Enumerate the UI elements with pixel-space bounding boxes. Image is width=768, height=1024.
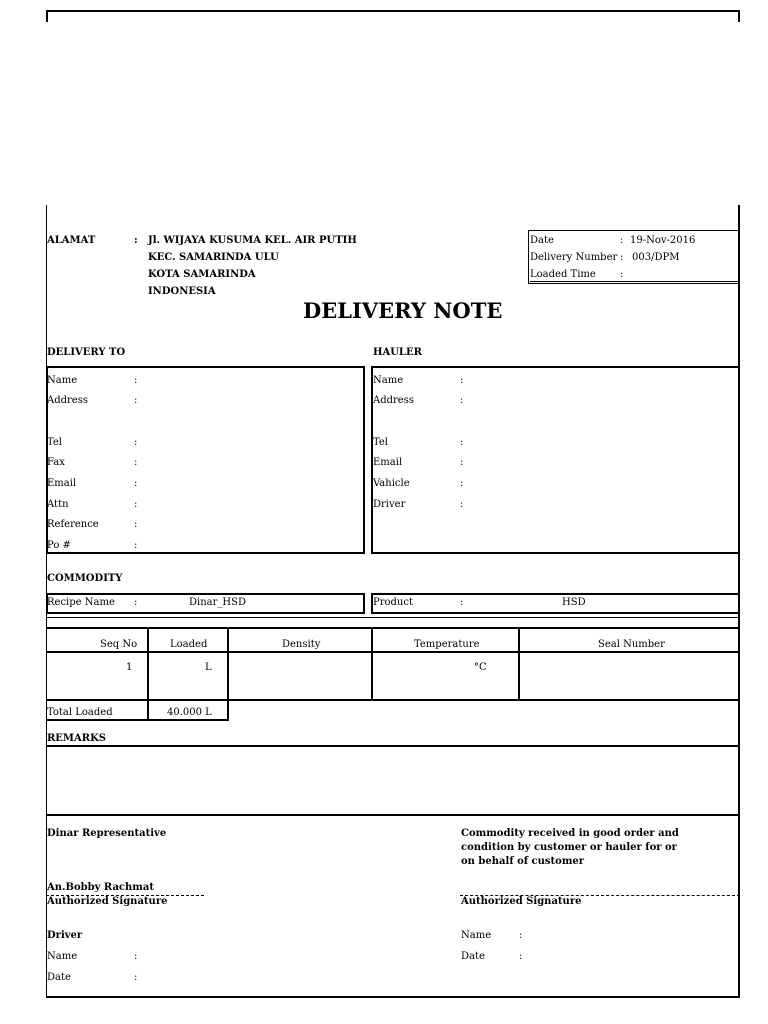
hauler-address-colon: : — [460, 395, 464, 406]
remarks-bottom-line — [46, 814, 740, 816]
table-header-seal: Seal Number — [598, 639, 665, 650]
delivery-number-colon: : — [620, 252, 624, 263]
delivery-name-label: Name — [47, 375, 78, 386]
delivery-fax-colon: : — [134, 457, 138, 468]
alamat-label: ALAMAT — [47, 235, 96, 246]
product-colon: : — [460, 597, 464, 608]
delivery-attn-colon: : — [134, 499, 138, 510]
table-col-4 — [518, 627, 520, 701]
dinar-representative-label: Dinar Representative — [47, 828, 167, 839]
delivery-number-value: 003/DPM — [632, 252, 680, 263]
delivery-po-label: Po # — [47, 540, 71, 551]
table-col-2 — [227, 627, 229, 720]
alamat-colon: : — [134, 235, 138, 246]
address-line-1: Jl. WIJAYA KUSUMA KEL. AIR PUTIH — [148, 235, 357, 246]
driver-name-label: Name — [47, 951, 78, 962]
hauler-name-label: Name — [373, 375, 404, 386]
table-header-seq: Seq No — [100, 639, 138, 650]
date-value: 19-Nov-2016 — [630, 235, 696, 246]
authorized-signature-right: Authorized Signature — [461, 896, 582, 907]
product-box — [371, 593, 740, 614]
delivery-name-colon: : — [134, 375, 138, 386]
table-header-bottom — [46, 651, 740, 653]
product-label: Product — [373, 597, 413, 608]
table-header-loaded: Loaded — [170, 639, 208, 650]
recipe-colon: : — [134, 597, 138, 608]
product-value: HSD — [562, 597, 586, 608]
delivery-tel-label: Tel — [47, 437, 63, 448]
table-cell-loaded-unit: L — [205, 662, 212, 673]
table-col-3 — [371, 627, 373, 701]
delivery-attn-label: Attn — [47, 499, 69, 510]
delivery-po-colon: : — [134, 540, 138, 551]
remarks-top-line — [46, 745, 740, 747]
top-left-tick — [46, 10, 48, 22]
hauler-name-colon: : — [460, 375, 464, 386]
delivery-fax-label: Fax — [47, 457, 65, 468]
delivery-reference-colon: : — [134, 519, 138, 530]
delivery-tel-colon: : — [134, 437, 138, 448]
driver-name-colon: : — [134, 951, 138, 962]
authorized-signature-left: Authorized Signature — [47, 896, 168, 907]
top-border — [46, 10, 740, 12]
total-loaded-value: 40.000 L — [167, 707, 212, 718]
delivery-email-label: Email — [47, 478, 77, 489]
address-line-3: KOTA SAMARINDA — [148, 269, 256, 280]
right-name-label: Name — [461, 930, 492, 941]
table-col-1 — [147, 627, 149, 720]
commodity-heading: COMMODITY — [47, 573, 123, 584]
hauler-vehicle-colon: : — [460, 478, 464, 489]
driver-heading: Driver — [47, 930, 83, 941]
table-header-temperature: Temperature — [414, 639, 480, 650]
info-box-inner-line — [530, 281, 738, 282]
driver-date-colon: : — [134, 972, 138, 983]
received-line-1: Commodity received in good order and — [461, 828, 679, 839]
representative-name: An.Bobby Rachmat — [47, 882, 154, 893]
delivery-address-colon: : — [134, 395, 138, 406]
table-spacer-top — [46, 617, 740, 618]
hauler-driver-colon: : — [460, 499, 464, 510]
hauler-tel-colon: : — [460, 437, 464, 448]
hauler-address-label: Address — [373, 395, 414, 406]
delivery-number-label: Delivery Number — [530, 252, 618, 263]
received-line-2: condition by customer or hauler for or — [461, 842, 677, 853]
delivery-reference-label: Reference — [47, 519, 99, 530]
top-right-tick — [738, 10, 740, 22]
table-header-density: Density — [282, 639, 321, 650]
total-bottom-line — [46, 719, 229, 721]
right-name-colon: : — [519, 930, 523, 941]
hauler-driver-label: Driver — [373, 499, 406, 510]
date-colon: : — [620, 235, 624, 246]
date-label: Date — [530, 235, 554, 246]
right-date-colon: : — [519, 951, 523, 962]
delivery-email-colon: : — [134, 478, 138, 489]
driver-date-label: Date — [47, 972, 71, 983]
loaded-time-label: Loaded Time — [530, 269, 596, 280]
recipe-label: Recipe Name — [47, 597, 115, 608]
hauler-vehicle-label: Vahicle — [373, 478, 410, 489]
hauler-tel-label: Tel — [373, 437, 389, 448]
table-row-bottom — [46, 699, 740, 701]
total-loaded-label: Total Loaded — [47, 707, 113, 718]
recipe-value: Dinar_HSD — [189, 597, 246, 608]
address-line-4: INDONESIA — [148, 286, 216, 297]
hauler-heading: HAULER — [373, 347, 422, 358]
hauler-email-colon: : — [460, 457, 464, 468]
delivery-to-heading: DELIVERY TO — [47, 347, 126, 358]
right-date-label: Date — [461, 951, 485, 962]
table-cell-temperature-unit: °C — [474, 662, 487, 673]
received-line-3: on behalf of customer — [461, 856, 585, 867]
bottom-border — [46, 996, 740, 998]
hauler-email-label: Email — [373, 457, 403, 468]
delivery-address-label: Address — [47, 395, 88, 406]
table-top-line — [46, 627, 740, 629]
table-cell-seq: 1 — [126, 662, 133, 673]
hauler-box — [371, 366, 740, 554]
loaded-time-colon: : — [620, 269, 624, 280]
remarks-heading: REMARKS — [47, 733, 106, 744]
page-title: DELIVERY NOTE — [303, 298, 503, 323]
address-line-2: KEC. SAMARINDA ULU — [148, 252, 279, 263]
